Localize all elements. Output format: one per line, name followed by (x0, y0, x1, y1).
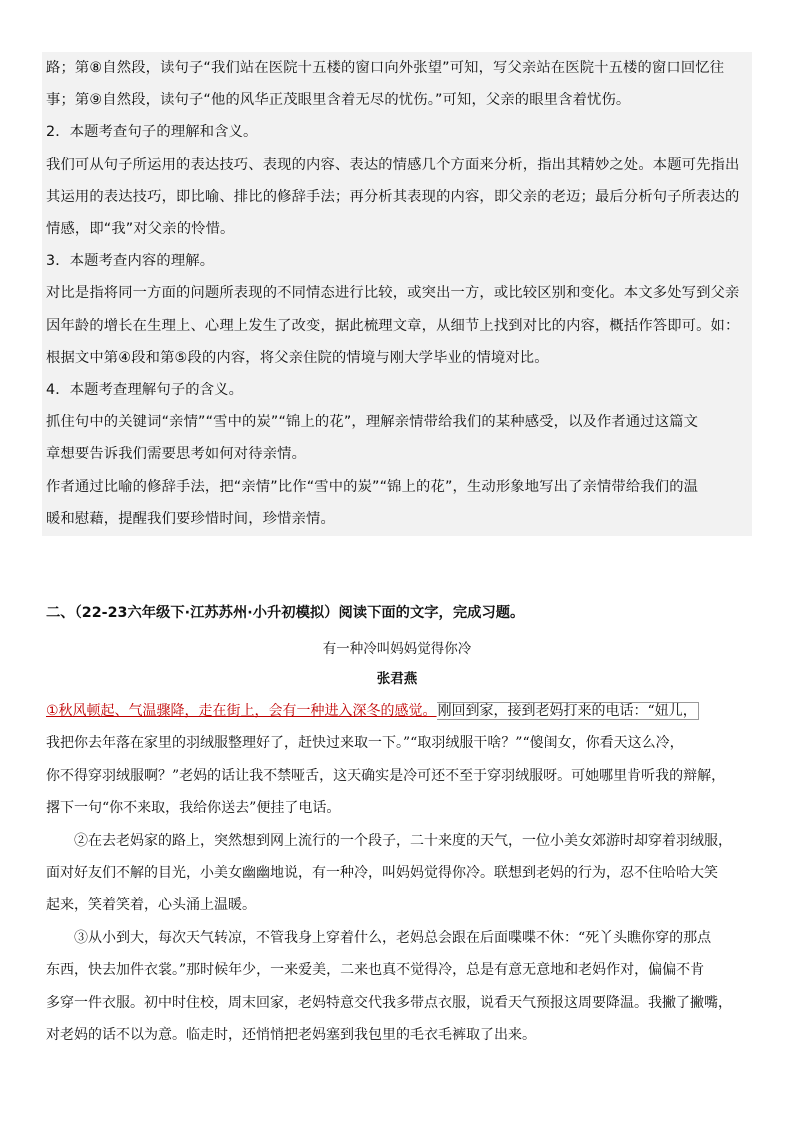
answer-line: 2．本题考查句子的理解和含义。 (46, 124, 258, 141)
paragraph-line: 东西，快去加件衣裳。”那时候年少，一来爱美，二来也真不觉得冷，总是有意无意地和老妈作对，偏偏不肯 (46, 962, 705, 979)
highlighted-sentence: ①秋风顿起、气温骤降，走在街上，会有一种进入深冬的感觉。 (46, 703, 437, 719)
paragraph-1-continuation: 刚回到家，接到老妈打来的电话：“妞儿， (437, 703, 697, 719)
answer-line: 事；第⑨自然段，读句子“他的风华正茂眼里含着无尽的忧伤。”可知，父亲的眼里含着忧伤。 (46, 92, 631, 109)
answer-line: 对比是指将同一方面的问题所表现的不同情态进行比较，或突出一方，或比较区别和变化。本文多处写到父亲 (46, 285, 740, 302)
answer-line: 抓住句中的关键词“亲情”“雪中的炭”“锦上的花”，理解亲情带给我们的某种感受，以及作者通过这篇文 (46, 414, 699, 431)
paragraph-line: 起来，笑着笑着，心头涌上温暖。 (46, 897, 256, 914)
answer-line: 路；第⑧自然段，读句子“我们站在医院十五楼的窗口向外张望”可知，写父亲站在医院十五楼的窗口回忆往 (46, 60, 725, 76)
answer-line: 根据文中第④段和第⑤段的内容，将父亲住院的情境与刚大学毕业的情境对比。 (46, 349, 549, 366)
answer-line: 章想要告诉我们需要思考如何对待亲情。 (46, 446, 307, 463)
answer-line: 情感，即“我”对父亲的怜惜。 (46, 221, 235, 238)
answer-line: 4．本题考查理解句子的含义。 (46, 382, 244, 399)
answer-line: 其运用的表达技巧，即比喻、排比的修辞手法；再分析其表现的内容，即父亲的老迈；最后分析句子所表达的 (46, 188, 740, 205)
answer-line: 3．本题考查内容的理解。 (46, 253, 215, 270)
paragraph-line: ③从小到大，每次天气转凉，不管我身上穿着什么，老妈总会跟在后面喋喋不休：“死丫头瞧你穿的那点 (74, 929, 712, 946)
answer-analysis-box (42, 52, 752, 536)
paragraph-line: ②在去老妈家的路上，突然想到网上流行的一个段子，二十来度的天气，一位小美女郊游时却穿着羽绒服， (74, 832, 732, 849)
answer-line: 暖和慰藉，提醒我们要珍惜时间，珍惜亲情。 (46, 510, 335, 527)
paragraph-1-first-line (46, 695, 752, 727)
paragraph-line: 我把你去年落在家里的羽绒服整理好了，赶快过来取一下。”“取羽绒服干啥？”“傻闺女，你看天这么冷， (46, 735, 684, 752)
paragraph-line: 对老妈的话不以为意。临走时，还悄悄把老妈塞到我包里的毛衣毛裤取了出来。 (46, 1027, 536, 1044)
paragraph-line: 你不得穿羽绒服啊？”老妈的话让我不禁哑舌，这天确实是冷可还不至于穿羽绒服呀。可她哪里肯听我的辩解， (46, 767, 726, 784)
paragraph-line: 多穿一件衣服。初中时住校，周末回家，老妈特意交代我多带点衣服，说看天气预报这周要降温。我撇了撇嘴， (46, 994, 732, 1011)
answer-line: 因年龄的增长在生理上、心理上发生了改变，据此梳理文章，从细节上找到对比的内容，概括作答即可。如： (46, 317, 740, 334)
paragraph-line: 撂下一句“你不来取，我给你送去”便挂了电话。 (46, 800, 341, 817)
passage-title: 有一种冷叫妈妈觉得你冷 (322, 641, 472, 657)
passage-body (46, 695, 752, 1051)
question-header: 二、（22-23六年级下·江苏苏州·小升初模拟）阅读下面的文字，完成习题。 (46, 605, 525, 621)
passage-author: 张君燕 (376, 671, 418, 687)
answer-line: 作者通过比喻的修辞手法，把“亲情”比作“雪中的炭”“锦上的花”，生动形象地写出了亲情带给我们的温 (46, 478, 699, 495)
paragraph-line: 面对好友们不解的目光，小美女幽幽地说，有一种冷，叫妈妈觉得你冷。联想到老妈的行为，忍不住哈哈大笑 (46, 865, 718, 882)
answer-line: 我们可从句子所运用的表达技巧、表现的内容、表达的情感几个方面来分析，指出其精妙之处。本题可先指出 (46, 156, 740, 173)
